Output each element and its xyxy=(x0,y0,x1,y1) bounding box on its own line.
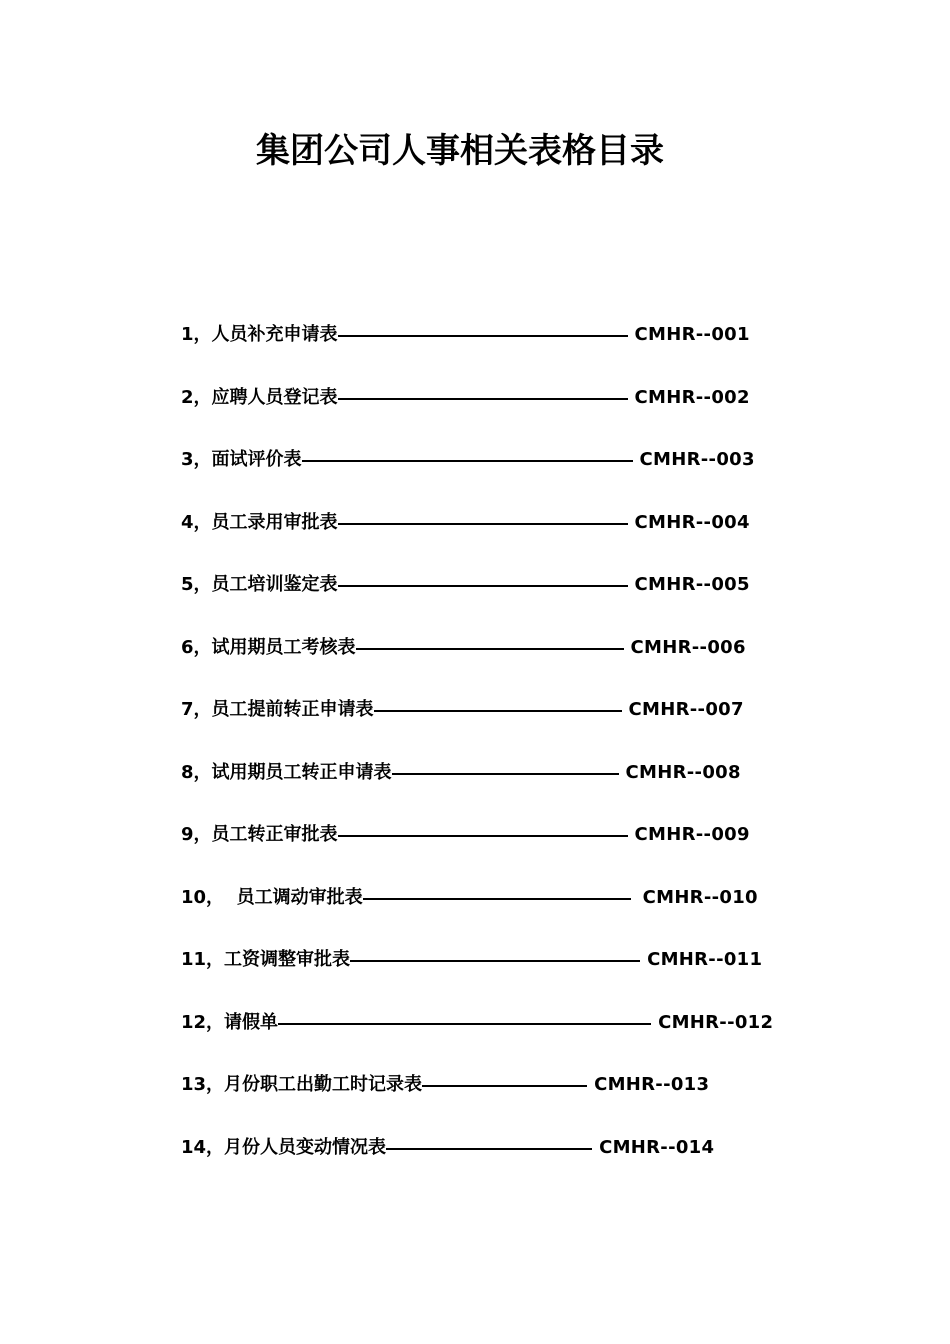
toc-entry-code: CMHR--009 xyxy=(634,824,750,845)
toc-entry-code: CMHR--011 xyxy=(647,949,763,970)
toc-entry-title: 14，月份人员变动情况表 xyxy=(181,1136,387,1158)
page-title: 集团公司人事相关表格目录 xyxy=(256,131,664,171)
toc-entry xyxy=(181,697,773,760)
toc-entry-code: CMHR--007 xyxy=(628,699,744,720)
toc-entry xyxy=(181,447,773,510)
toc-entry xyxy=(181,760,773,823)
toc-entry-code: CMHR--013 xyxy=(594,1074,710,1095)
toc-entry-title: 3，面试评价表 xyxy=(181,449,302,470)
toc-entry-title: 8，试用期员工转正申请表 xyxy=(181,761,392,783)
toc-entry-code: CMHR--010 xyxy=(642,886,758,908)
toc-leader-line xyxy=(338,523,628,525)
toc-leader-line xyxy=(374,710,622,712)
toc-entry xyxy=(181,322,773,385)
toc-entry-code: CMHR--001 xyxy=(634,324,750,345)
toc-entry-title: 7，员工提前转正申请表 xyxy=(181,699,374,720)
toc-list xyxy=(181,322,773,1197)
toc-entry-title: 9，员工转正审批表 xyxy=(181,824,338,845)
toc-entry-title: 11，工资调整审批表 xyxy=(181,949,351,970)
toc-entry-title: 10， 员工调动审批表 xyxy=(181,886,363,908)
toc-leader-line xyxy=(392,773,619,775)
toc-entry-code: CMHR--012 xyxy=(658,1011,774,1033)
toc-leader-line xyxy=(338,585,628,587)
toc-entry xyxy=(181,1072,773,1135)
toc-entry xyxy=(181,947,773,1010)
toc-entry xyxy=(181,1010,773,1073)
toc-entry xyxy=(181,510,773,573)
toc-entry-code: CMHR--014 xyxy=(599,1136,715,1158)
toc-entry xyxy=(181,635,773,698)
toc-entry-title: 1，人员补充申请表 xyxy=(181,324,338,345)
toc-entry-title: 13，月份职工出勤工时记录表 xyxy=(181,1074,423,1095)
toc-leader-line xyxy=(278,1023,651,1025)
toc-entry-code: CMHR--008 xyxy=(625,761,741,783)
toc-leader-line xyxy=(422,1085,587,1087)
toc-entry-code: CMHR--002 xyxy=(634,386,750,408)
toc-entry-title: 4，员工录用审批表 xyxy=(181,511,338,533)
toc-entry-code: CMHR--004 xyxy=(634,511,750,533)
toc-entry-title: 12，请假单 xyxy=(181,1011,279,1033)
toc-leader-line xyxy=(338,335,628,337)
toc-entry xyxy=(181,572,773,635)
toc-leader-line xyxy=(386,1148,592,1150)
toc-entry-code: CMHR--006 xyxy=(630,636,746,658)
toc-entry xyxy=(181,385,773,448)
toc-entry-code: CMHR--005 xyxy=(634,574,750,595)
toc-entry-title: 5，员工培训鉴定表 xyxy=(181,574,338,595)
toc-leader-line xyxy=(302,460,633,462)
toc-entry xyxy=(181,885,773,948)
toc-entry-code: CMHR--003 xyxy=(639,449,755,470)
toc-entry-title: 6，试用期员工考核表 xyxy=(181,636,356,658)
toc-entry-title: 2，应聘人员登记表 xyxy=(181,386,338,408)
toc-leader-line xyxy=(338,398,628,400)
toc-leader-line xyxy=(363,898,631,900)
toc-entry xyxy=(181,1135,773,1198)
toc-leader-line xyxy=(350,960,640,962)
toc-leader-line xyxy=(356,648,624,650)
toc-leader-line xyxy=(338,835,628,837)
toc-entry xyxy=(181,822,773,885)
